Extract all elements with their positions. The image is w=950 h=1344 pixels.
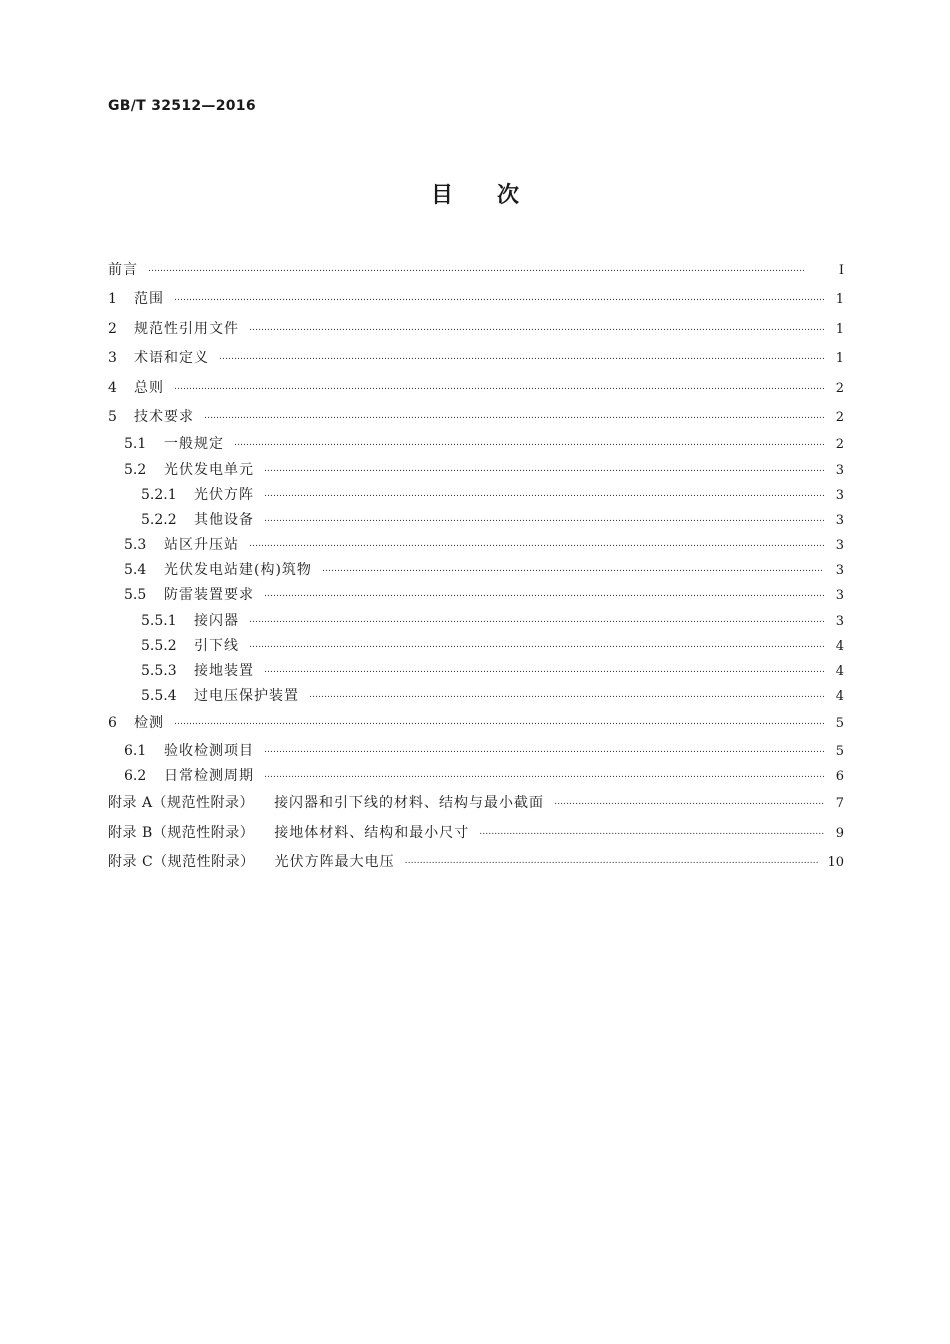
page-title xyxy=(0,180,950,212)
toc-entry-number: 附录 C（规范性附录） xyxy=(108,853,255,870)
toc-entry-label xyxy=(108,739,254,764)
toc-entry-text: 引下线 xyxy=(194,637,239,654)
toc-entry-page: 1 xyxy=(835,321,844,337)
toc-entry-text: 接地装置 xyxy=(194,663,254,680)
toc-entry-5[interactable] xyxy=(108,403,844,432)
toc-entry-number: 5.3 xyxy=(124,537,147,554)
toc-entry-text: 技术要求 xyxy=(134,408,194,425)
toc-entry-number: 5.2.2 xyxy=(141,511,177,528)
toc-entry-4[interactable] xyxy=(108,374,844,403)
toc-entry-label xyxy=(108,789,544,818)
toc-leader-dots xyxy=(249,611,824,625)
toc-entry-number: 5.5.3 xyxy=(141,663,177,680)
toc-leader-dots xyxy=(249,535,824,549)
toc-leader-dots xyxy=(264,485,824,499)
toc-entry-text: 防雷装置要求 xyxy=(164,587,254,604)
toc-entry-label xyxy=(108,848,395,877)
toc-entry-number: 附录 B（规范性附录） xyxy=(108,824,255,841)
toc-entry-number: 5.5.1 xyxy=(141,612,177,629)
toc-entry-label xyxy=(108,344,209,373)
toc-entry-page: 10 xyxy=(827,854,844,870)
toc-entry-number: 1 xyxy=(108,291,117,308)
toc-entry-text: 光伏方阵最大电压 xyxy=(274,853,395,870)
toc-entry-label xyxy=(108,256,138,285)
toc-entry-label xyxy=(108,609,239,634)
table-of-contents xyxy=(108,256,844,877)
toc-entry-5-5-1[interactable] xyxy=(108,609,844,634)
toc-leader-dots xyxy=(264,741,824,755)
toc-entry-appendix-c[interactable] xyxy=(108,848,844,877)
toc-entry-5-1[interactable] xyxy=(108,432,844,457)
toc-entry-label xyxy=(108,634,239,659)
toc-leader-dots xyxy=(405,852,820,866)
toc-entry-text: 范围 xyxy=(134,291,164,308)
toc-entry-label xyxy=(108,458,254,483)
toc-leader-dots xyxy=(264,766,824,780)
toc-entry-page: 4 xyxy=(835,689,844,705)
toc-leader-dots xyxy=(264,585,824,599)
toc-entry-label xyxy=(108,315,239,344)
toc-entry-text: 光伏发电站建(构)筑物 xyxy=(164,562,312,579)
toc-entry-page: 3 xyxy=(835,613,844,629)
toc-entry-page: 2 xyxy=(835,409,844,425)
toc-leader-dots xyxy=(554,793,824,807)
toc-entry-text: 光伏方阵 xyxy=(194,486,254,503)
toc-entry-label xyxy=(108,432,224,457)
toc-entry-page: 6 xyxy=(835,768,844,784)
toc-entry-text: 验收检测项目 xyxy=(164,742,254,759)
toc-entry-label xyxy=(108,709,164,738)
toc-entry-3[interactable] xyxy=(108,344,844,373)
toc-entry-page: 3 xyxy=(835,512,844,528)
toc-leader-dots xyxy=(174,289,824,303)
toc-entry-text: 一般规定 xyxy=(164,436,224,453)
toc-entry-number: 5.5 xyxy=(124,587,147,604)
toc-entry-label xyxy=(108,285,164,314)
toc-entry-number: 6 xyxy=(108,715,117,732)
toc-entry-text: 术语和定义 xyxy=(134,350,209,367)
toc-entry-number: 5.5.4 xyxy=(141,688,177,705)
toc-entry-number: 附录 A（规范性附录） xyxy=(108,795,255,812)
toc-entry-number: 3 xyxy=(108,350,117,367)
toc-entry-text: 接地体材料、结构和最小尺寸 xyxy=(274,824,470,841)
toc-entry-appendix-a[interactable] xyxy=(108,789,844,818)
toc-entry-text: 光伏发电单元 xyxy=(164,461,254,478)
toc-entry-page: 5 xyxy=(835,716,844,732)
standard-number: GB/T 32512—2016 xyxy=(108,98,256,114)
toc-entry-page: 2 xyxy=(835,380,844,396)
toc-entry-page: 3 xyxy=(835,563,844,579)
toc-entry-text: 总则 xyxy=(134,379,164,396)
page-title-char-2: 次 xyxy=(497,183,520,208)
toc-leader-dots xyxy=(174,713,824,727)
toc-entry-page: 4 xyxy=(835,664,844,680)
toc-entry-number: 5.2 xyxy=(124,461,147,478)
toc-entry-label xyxy=(108,684,299,709)
toc-entry-page: 3 xyxy=(835,487,844,503)
toc-entry-5-5-3[interactable] xyxy=(108,659,844,684)
toc-entry-5-5-2[interactable] xyxy=(108,634,844,659)
toc-entry-5-2-2[interactable] xyxy=(108,508,844,533)
toc-entry-label xyxy=(108,374,164,403)
toc-leader-dots xyxy=(148,260,824,274)
toc-leader-dots xyxy=(219,348,824,362)
toc-leader-dots xyxy=(309,686,824,700)
toc-leader-dots xyxy=(204,407,824,421)
toc-entry-label xyxy=(108,583,254,608)
toc-entry-page: 3 xyxy=(835,588,844,604)
toc-entry-text: 其他设备 xyxy=(194,511,254,528)
toc-entry-number: 5 xyxy=(108,408,117,425)
toc-entry-label xyxy=(108,558,312,583)
toc-entry-page: 1 xyxy=(835,351,844,367)
toc-entry-5-5[interactable] xyxy=(108,583,844,608)
toc-entry-6-1[interactable] xyxy=(108,739,844,764)
toc-entry-page: 3 xyxy=(835,538,844,554)
toc-entry-number: 4 xyxy=(108,379,117,396)
toc-entry-page: 7 xyxy=(835,796,844,812)
toc-entry-5-2[interactable] xyxy=(108,458,844,483)
toc-entry-label xyxy=(108,403,194,432)
toc-leader-dots xyxy=(264,460,824,474)
toc-entry-5-2-1[interactable] xyxy=(108,483,844,508)
toc-entry-label xyxy=(108,819,469,848)
toc-entry-label xyxy=(108,659,254,684)
toc-leader-dots xyxy=(249,636,824,650)
toc-entry-text: 接闪器和引下线的材料、结构与最小截面 xyxy=(274,795,545,812)
toc-entry-2[interactable] xyxy=(108,315,844,344)
toc-leader-dots xyxy=(249,319,824,333)
toc-entry-number: 6.1 xyxy=(124,742,147,759)
toc-entry-number: 6.2 xyxy=(124,767,147,784)
toc-entry-text: 日常检测周期 xyxy=(164,767,254,784)
toc-entry-label xyxy=(108,483,254,508)
toc-entry-page: 9 xyxy=(835,825,844,841)
toc-entry-label xyxy=(108,764,254,789)
toc-entry-appendix-b[interactable] xyxy=(108,819,844,848)
toc-entry-number: 5.4 xyxy=(124,562,147,579)
toc-entry-text: 接闪器 xyxy=(194,612,239,629)
toc-leader-dots xyxy=(234,434,824,448)
toc-entry-5-5-4[interactable] xyxy=(108,684,844,709)
toc-entry-5-4[interactable] xyxy=(108,558,844,583)
toc-entry-page: 2 xyxy=(835,437,844,453)
toc-entry-page: 4 xyxy=(835,638,844,654)
toc-entry-page: 5 xyxy=(835,743,844,759)
toc-entry-page: 3 xyxy=(835,462,844,478)
page-title-char-1: 目 xyxy=(430,183,453,208)
toc-leader-dots xyxy=(322,560,824,574)
toc-entry-page: 1 xyxy=(835,292,844,308)
toc-entry-6-2[interactable] xyxy=(108,764,844,789)
toc-leader-dots xyxy=(479,823,824,837)
toc-entry-number: 2 xyxy=(108,320,117,337)
toc-leader-dots xyxy=(174,378,824,392)
toc-entry-page: Ⅰ xyxy=(838,263,844,278)
toc-entry-text: 前言 xyxy=(108,262,138,278)
toc-entry-text: 规范性引用文件 xyxy=(134,320,239,337)
toc-entry-text: 过电压保护装置 xyxy=(194,688,299,705)
toc-entry-foreword[interactable] xyxy=(108,256,844,285)
toc-leader-dots xyxy=(264,661,824,675)
toc-leader-dots xyxy=(264,510,824,524)
toc-entry-text: 检测 xyxy=(134,715,164,732)
toc-entry-6[interactable] xyxy=(108,709,844,738)
toc-entry-number: 5.1 xyxy=(124,436,147,453)
toc-entry-number: 5.2.1 xyxy=(141,486,177,503)
toc-entry-5-3[interactable] xyxy=(108,533,844,558)
toc-entry-label xyxy=(108,533,239,558)
toc-entry-text: 站区升压站 xyxy=(164,537,239,554)
toc-entry-number: 5.5.2 xyxy=(141,637,177,654)
toc-entry-label xyxy=(108,508,254,533)
toc-entry-1[interactable] xyxy=(108,285,844,314)
